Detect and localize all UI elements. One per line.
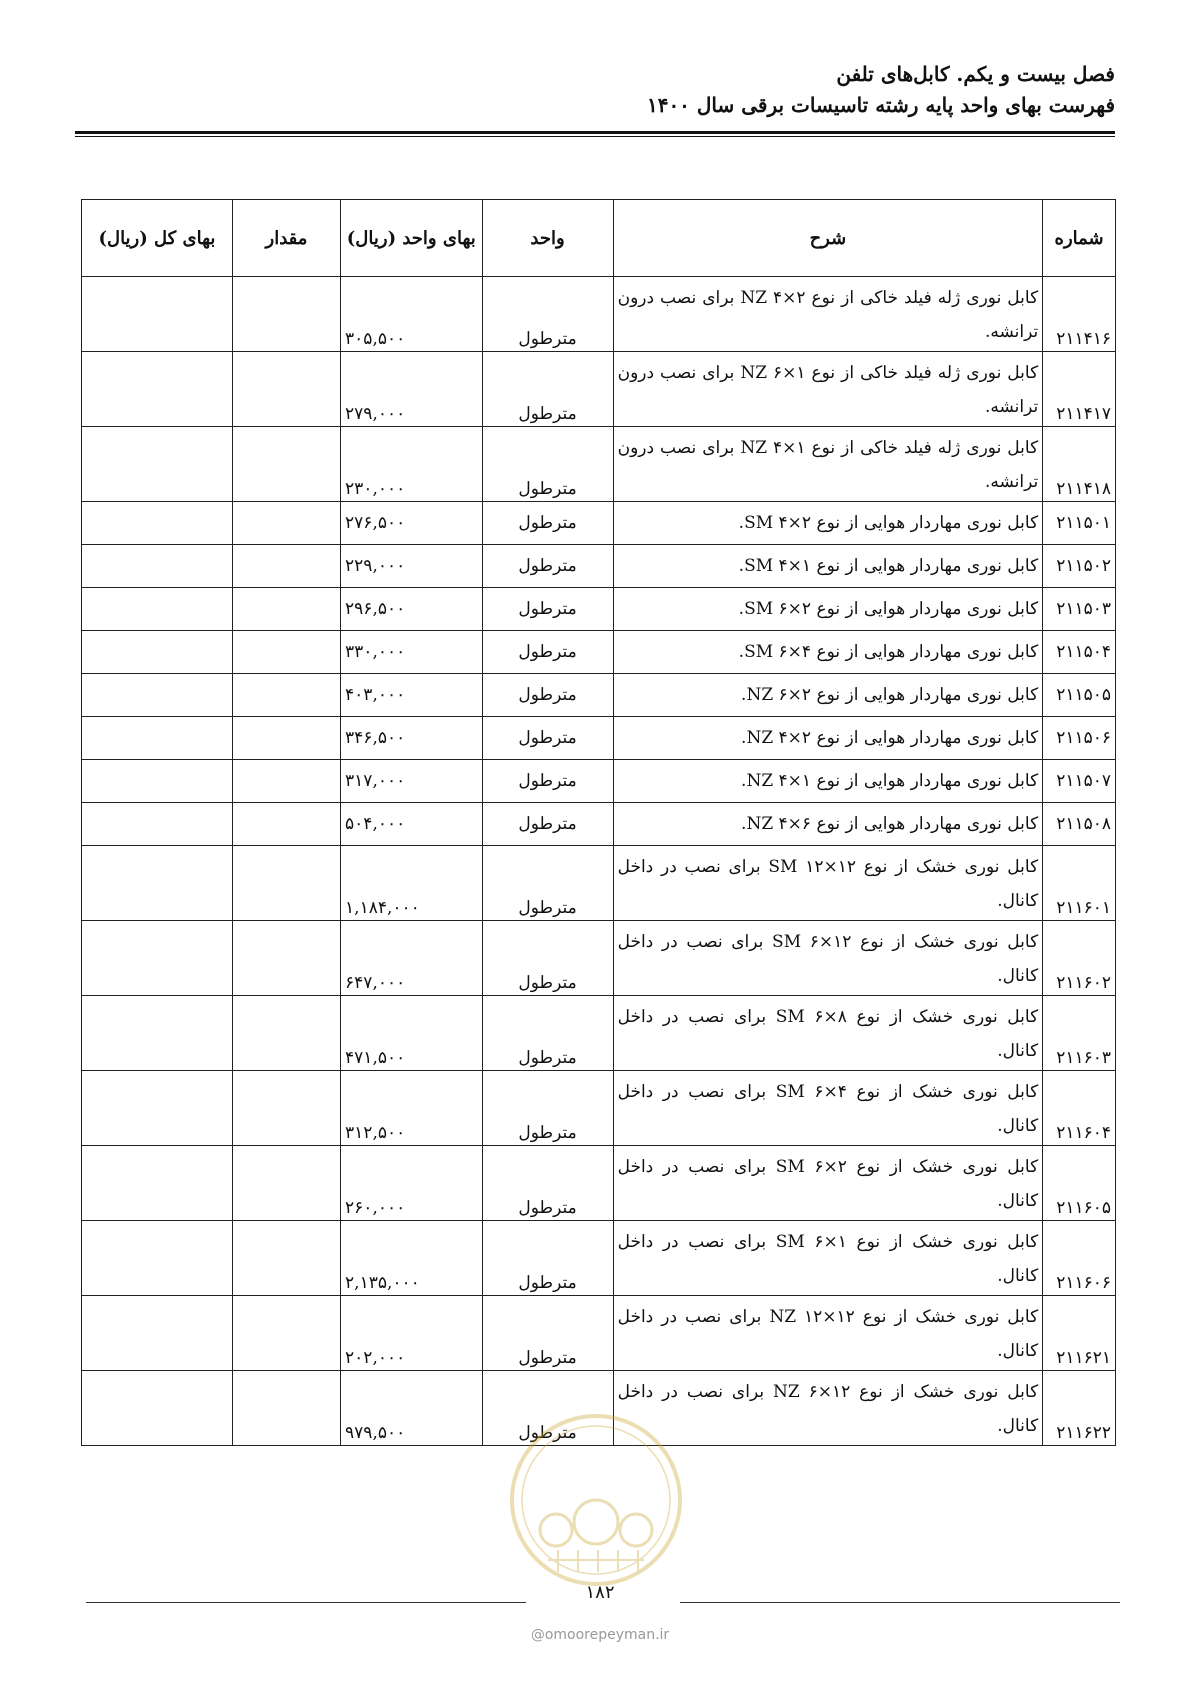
table-row	[82, 1146, 1116, 1221]
row-description: کابل نوری خشک از نوع SM ۶×۸ برای نصب در داخل کانال.	[613, 996, 1043, 1071]
row-unit-price: ۲,۱۳۵,۰۰۰	[341, 1221, 482, 1296]
row-total	[82, 588, 233, 631]
row-unit-price: ۳۱۲,۵۰۰	[341, 1071, 482, 1146]
row-description: کابل نوری مهاردار هوایی از نوع NZ ۴×۲.	[613, 717, 1043, 760]
row-unit-price: ۴۰۳,۰۰۰	[341, 674, 482, 717]
page-number: ۱۸۲	[585, 1582, 615, 1603]
row-quantity	[232, 674, 340, 717]
table-header-row	[82, 200, 1116, 277]
row-unit-price: ۲۹۶,۵۰۰	[341, 588, 482, 631]
row-code: ۲۱۱۵۰۲	[1043, 545, 1116, 588]
row-unit: مترطول	[482, 1371, 613, 1446]
row-code: ۲۱۱۵۰۱	[1043, 502, 1116, 545]
row-code: ۲۱۱۶۲۱	[1043, 1296, 1116, 1371]
price-table	[81, 199, 1116, 1446]
row-description: کابل نوری ژله فیلد خاکی از نوع NZ ۴×۱ برای نصب درون ترانشه.	[613, 427, 1043, 502]
table-row	[82, 277, 1116, 352]
row-unit-price: ۹۷۹,۵۰۰	[341, 1371, 482, 1446]
row-code: ۲۱۱۵۰۵	[1043, 674, 1116, 717]
table-row	[82, 717, 1116, 760]
row-unit-price: ۲۷۶,۵۰۰	[341, 502, 482, 545]
row-code: ۲۱۱۶۰۱	[1043, 846, 1116, 921]
row-unit: مترطول	[482, 1071, 613, 1146]
footer-rule-right	[680, 1602, 1120, 1603]
row-total	[82, 352, 233, 427]
table-body	[82, 277, 1116, 1446]
row-quantity	[232, 631, 340, 674]
row-unit-price: ۳۰۵,۵۰۰	[341, 277, 482, 352]
row-unit: مترطول	[482, 1296, 613, 1371]
row-description: کابل نوری مهاردار هوایی از نوع NZ ۴×۶.	[613, 803, 1043, 846]
row-description: کابل نوری مهاردار هوایی از نوع NZ ۴×۱.	[613, 760, 1043, 803]
col-header-total: بهای کل (ریال)	[82, 200, 233, 277]
row-total	[82, 1296, 233, 1371]
row-unit: مترطول	[482, 846, 613, 921]
row-total	[82, 427, 233, 502]
row-total	[82, 674, 233, 717]
row-total	[82, 277, 233, 352]
row-description: کابل نوری مهاردار هوایی از نوع NZ ۶×۲.	[613, 674, 1043, 717]
row-unit-price: ۲۶۰,۰۰۰	[341, 1146, 482, 1221]
row-total	[82, 545, 233, 588]
table-row	[82, 588, 1116, 631]
table-row	[82, 674, 1116, 717]
row-unit-price: ۲۷۹,۰۰۰	[341, 352, 482, 427]
row-quantity	[232, 427, 340, 502]
row-unit-price: ۱,۱۸۴,۰۰۰	[341, 846, 482, 921]
row-description: کابل نوری خشک از نوع SM ۶×۱ برای نصب در داخل کانال.	[613, 1221, 1043, 1296]
row-unit: مترطول	[482, 996, 613, 1071]
table-row	[82, 846, 1116, 921]
price-list-title: فهرست بهای واحد پایه رشته تاسیسات برقی سال ۱۴۰۰	[646, 93, 1115, 117]
row-quantity	[232, 277, 340, 352]
row-description: کابل نوری مهاردار هوایی از نوع SM ۶×۲.	[613, 588, 1043, 631]
row-quantity	[232, 588, 340, 631]
row-description: کابل نوری خشک از نوع SM ۶×۲ برای نصب در داخل کانال.	[613, 1146, 1043, 1221]
row-unit-price: ۴۷۱,۵۰۰	[341, 996, 482, 1071]
col-header-unit: واحد	[482, 200, 613, 277]
page-header	[75, 58, 1115, 120]
row-total	[82, 717, 233, 760]
table-row	[82, 1221, 1116, 1296]
row-total	[82, 760, 233, 803]
table-row	[82, 631, 1116, 674]
row-quantity	[232, 352, 340, 427]
row-total	[82, 921, 233, 996]
row-unit: مترطول	[482, 803, 613, 846]
row-total	[82, 1146, 233, 1221]
table-row	[82, 996, 1116, 1071]
row-description: کابل نوری خشک از نوع NZ ۱۲×۱۲ برای نصب در داخل کانال.	[613, 1296, 1043, 1371]
row-unit: مترطول	[482, 352, 613, 427]
table-row	[82, 545, 1116, 588]
row-quantity	[232, 1146, 340, 1221]
company-seal-watermark-icon	[508, 1412, 684, 1588]
row-quantity	[232, 502, 340, 545]
row-code: ۲۱۱۶۰۴	[1043, 1071, 1116, 1146]
row-code: ۲۱۱۶۰۵	[1043, 1146, 1116, 1221]
table-row	[82, 502, 1116, 545]
row-total	[82, 1221, 233, 1296]
row-quantity	[232, 1296, 340, 1371]
row-unit: مترطول	[482, 760, 613, 803]
row-description: کابل نوری خشک از نوع SM ۱۲×۱۲ برای نصب در داخل کانال.	[613, 846, 1043, 921]
row-unit: مترطول	[482, 545, 613, 588]
row-quantity	[232, 760, 340, 803]
row-unit: مترطول	[482, 1146, 613, 1221]
row-total	[82, 803, 233, 846]
row-quantity	[232, 803, 340, 846]
row-quantity	[232, 1071, 340, 1146]
row-quantity	[232, 846, 340, 921]
row-total	[82, 502, 233, 545]
col-header-unit-price: بهای واحد (ریال)	[341, 200, 482, 277]
table-row	[82, 760, 1116, 803]
row-description: کابل نوری مهاردار هوایی از نوع SM ۴×۱.	[613, 545, 1043, 588]
row-unit: مترطول	[482, 1221, 613, 1296]
row-code: ۲۱۱۵۰۶	[1043, 717, 1116, 760]
row-description: کابل نوری مهاردار هوایی از نوع SM ۶×۴.	[613, 631, 1043, 674]
col-header-desc: شرح	[613, 200, 1043, 277]
row-code: ۲۱۱۴۱۷	[1043, 352, 1116, 427]
row-unit: مترطول	[482, 502, 613, 545]
chapter-title: فصل بیست و یکم. کابل‌های تلفن	[836, 62, 1115, 86]
row-unit: مترطول	[482, 631, 613, 674]
row-code: ۲۱۱۵۰۷	[1043, 760, 1116, 803]
row-unit-price: ۶۴۷,۰۰۰	[341, 921, 482, 996]
row-total	[82, 631, 233, 674]
table-row	[82, 921, 1116, 996]
row-total	[82, 996, 233, 1071]
row-description: کابل نوری مهاردار هوایی از نوع SM ۴×۲.	[613, 502, 1043, 545]
row-code: ۲۱۱۵۰۴	[1043, 631, 1116, 674]
table-row	[82, 803, 1116, 846]
row-unit-price: ۵۰۴,۰۰۰	[341, 803, 482, 846]
row-unit: مترطول	[482, 427, 613, 502]
row-unit-price: ۲۳۰,۰۰۰	[341, 427, 482, 502]
watermark-site: @omoorepeyman.ir	[530, 1627, 670, 1643]
row-unit: مترطول	[482, 674, 613, 717]
table-row	[82, 1296, 1116, 1371]
row-description: کابل نوری خشک از نوع SM ۶×۴ برای نصب در داخل کانال.	[613, 1071, 1043, 1146]
row-code: ۲۱۱۶۰۳	[1043, 996, 1116, 1071]
col-header-code: شماره	[1043, 200, 1116, 277]
row-unit-price: ۳۱۷,۰۰۰	[341, 760, 482, 803]
row-total	[82, 1371, 233, 1446]
col-header-qty: مقدار	[232, 200, 340, 277]
row-code: ۲۱۱۶۰۶	[1043, 1221, 1116, 1296]
row-quantity	[232, 545, 340, 588]
row-description: کابل نوری ژله فیلد خاکی از نوع NZ ۴×۲ برای نصب درون ترانشه.	[613, 277, 1043, 352]
row-code: ۲۱۱۶۲۲	[1043, 1371, 1116, 1446]
header-rule-thin	[75, 136, 1115, 137]
row-code: ۲۱۱۶۰۲	[1043, 921, 1116, 996]
row-code: ۲۱۱۴۱۸	[1043, 427, 1116, 502]
row-unit: مترطول	[482, 588, 613, 631]
row-quantity	[232, 921, 340, 996]
row-total	[82, 846, 233, 921]
row-unit-price: ۲۰۲,۰۰۰	[341, 1296, 482, 1371]
row-description: کابل نوری خشک از نوع SM ۶×۱۲ برای نصب در داخل کانال.	[613, 921, 1043, 996]
row-quantity	[232, 1221, 340, 1296]
row-code: ۲۱۱۵۰۸	[1043, 803, 1116, 846]
row-unit-price: ۲۲۹,۰۰۰	[341, 545, 482, 588]
footer-rule-left	[86, 1602, 526, 1603]
row-description: کابل نوری خشک از نوع NZ ۶×۱۲ برای نصب در داخل کانال.	[613, 1371, 1043, 1446]
row-code: ۲۱۱۵۰۳	[1043, 588, 1116, 631]
header-rule-thick	[75, 131, 1115, 134]
row-code: ۲۱۱۴۱۶	[1043, 277, 1116, 352]
row-unit-price: ۳۳۰,۰۰۰	[341, 631, 482, 674]
table-row	[82, 427, 1116, 502]
row-unit: مترطول	[482, 921, 613, 996]
table-row	[82, 1071, 1116, 1146]
row-quantity	[232, 996, 340, 1071]
row-quantity	[232, 1371, 340, 1446]
row-unit-price: ۳۴۶,۵۰۰	[341, 717, 482, 760]
table-row	[82, 352, 1116, 427]
row-unit: مترطول	[482, 717, 613, 760]
row-unit: مترطول	[482, 277, 613, 352]
row-quantity	[232, 717, 340, 760]
row-description: کابل نوری ژله فیلد خاکی از نوع NZ ۶×۱ برای نصب درون ترانشه.	[613, 352, 1043, 427]
row-total	[82, 1071, 233, 1146]
